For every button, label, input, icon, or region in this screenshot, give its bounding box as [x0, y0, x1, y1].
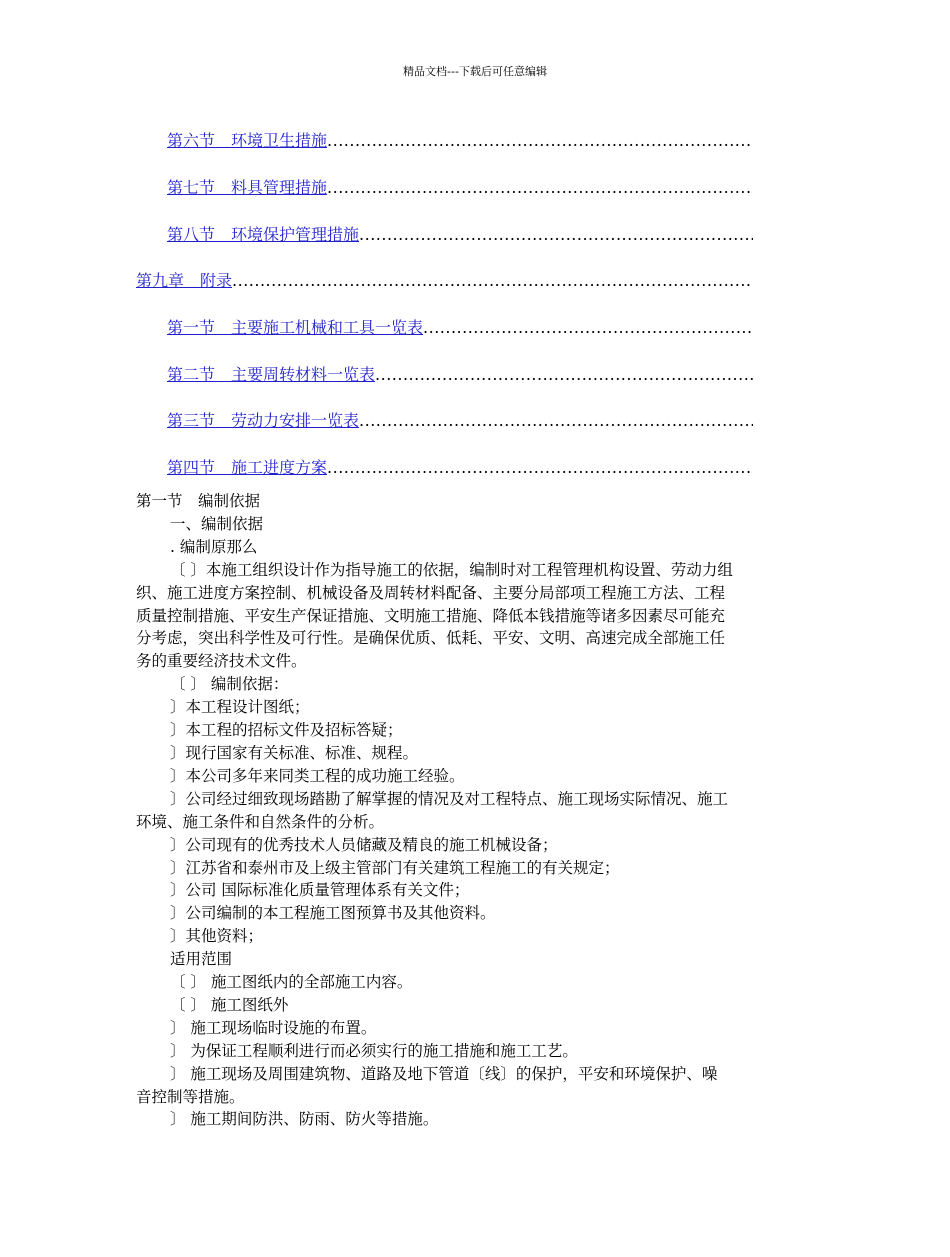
- list-item: 〕现行国家有关标准、标准、规程。: [170, 743, 419, 762]
- paragraph: [136, 1063, 816, 1109]
- list-item: 〕公司编制的本工程施工图预算书及其他资料。: [170, 904, 496, 923]
- toc-entry[interactable]: [136, 271, 753, 291]
- toc-link[interactable]: 第一节 主要施工机械和工具一览表: [167, 318, 424, 337]
- toc-leader: [327, 131, 753, 151]
- toc-leader: [375, 365, 753, 385]
- toc-link[interactable]: 第八节 环境保护管理措施: [167, 225, 360, 244]
- paragraph: [136, 788, 816, 834]
- toc-link[interactable]: 第六节 环境卫生措施: [167, 131, 328, 150]
- toc-entry[interactable]: [167, 225, 753, 245]
- list-item: 〕本工程的招标文件及招标答疑；: [170, 721, 403, 740]
- document-body: [136, 490, 816, 1131]
- paragraph-line: 织、施工进度方案控制、机械设备及周转材料配备、主要分局部项工程施工方法、工程: [136, 583, 726, 602]
- list-item: 〕公司现有的优秀技术人员储藏及精良的施工机械设备；: [170, 835, 558, 854]
- list-item: 〕本工程设计图纸；: [170, 698, 310, 717]
- paragraph-line: 音控制等措施。: [136, 1087, 245, 1106]
- subsection-heading: 适用范围: [170, 950, 233, 969]
- toc-leader: [359, 411, 753, 431]
- list-item: 〕 施工期间防洪、防雨、防火等措施。: [170, 1110, 439, 1129]
- list-item: 〕本公司多年来同类工程的成功施工经验。: [170, 766, 465, 785]
- paragraph: [136, 559, 816, 674]
- list-item: 〕其他资料；: [170, 927, 264, 946]
- toc-entry[interactable]: [167, 131, 753, 151]
- list-item: 〔 〕 施工图纸外: [170, 995, 289, 1014]
- paragraph-line: 〔 〕本施工组织设计作为指导施工的依据，编制时对工程管理机构设置、劳动力组: [170, 560, 733, 579]
- section-heading: 第一节 编制依据: [136, 492, 261, 510]
- toc-entry[interactable]: [167, 458, 753, 478]
- list-item: 〕江苏省和泰州市及上级主管部门有关建筑工程施工的有关规定；: [170, 858, 620, 877]
- list-item: 〔 〕 施工图纸内的全部施工内容。: [170, 973, 413, 992]
- paragraph-line: 环境、施工条件和自然条件的分析。: [136, 812, 385, 831]
- toc-link[interactable]: 第七节 料具管理措施: [167, 178, 328, 197]
- page-header: 精品文档---下载后可任意编辑: [403, 65, 547, 78]
- toc-leader: [327, 458, 753, 478]
- toc-entry[interactable]: [167, 178, 753, 198]
- paragraph-line: 务的重要经济技术文件。: [136, 652, 307, 671]
- list-heading: 〔 〕 编制依据：: [170, 675, 289, 694]
- toc-leader: [423, 318, 753, 338]
- paragraph-line: 质量控制措施、平安生产保证措施、文明施工措施、降低本钱措施等诸多因素尽可能充: [136, 606, 726, 625]
- toc-link[interactable]: 第九章 附录: [136, 271, 233, 290]
- list-item: 〕 施工现场临时设施的布置。: [170, 1018, 377, 1037]
- list-item: 〕公司 国际标准化质量管理体系有关文件；: [170, 881, 470, 900]
- toc-leader: [359, 225, 753, 245]
- paragraph-line: 〕 施工现场及周围建筑物、道路及地下管道〔线〕的保护，平安和环境保护、噪: [170, 1064, 718, 1083]
- list-item: 〕 为保证工程顺利进行而必须实行的施工措施和施工工艺。: [170, 1041, 578, 1060]
- toc-entry[interactable]: [167, 318, 753, 338]
- subsection-heading: . 编制原那么: [170, 537, 258, 556]
- paragraph-line: 分考虑，突出科学性及可行性。是确保优质、低耗、平安、文明、高速完成全部施工任: [136, 629, 726, 648]
- subsection-heading: 一、编制依据: [170, 514, 264, 533]
- toc-link[interactable]: 第三节 劳动力安排一览表: [167, 411, 360, 430]
- toc-link[interactable]: 第二节 主要周转材料一览表: [167, 365, 376, 384]
- toc-link[interactable]: 第四节 施工进度方案: [167, 458, 328, 477]
- paragraph-line: 〕公司经过细致现场踏勘了解掌握的情况及对工程特点、施工现场实际情况、施工: [170, 789, 729, 808]
- toc-entry[interactable]: [167, 411, 753, 431]
- toc-entry[interactable]: [167, 365, 753, 385]
- toc-leader: [327, 178, 753, 198]
- toc-leader: [232, 271, 753, 291]
